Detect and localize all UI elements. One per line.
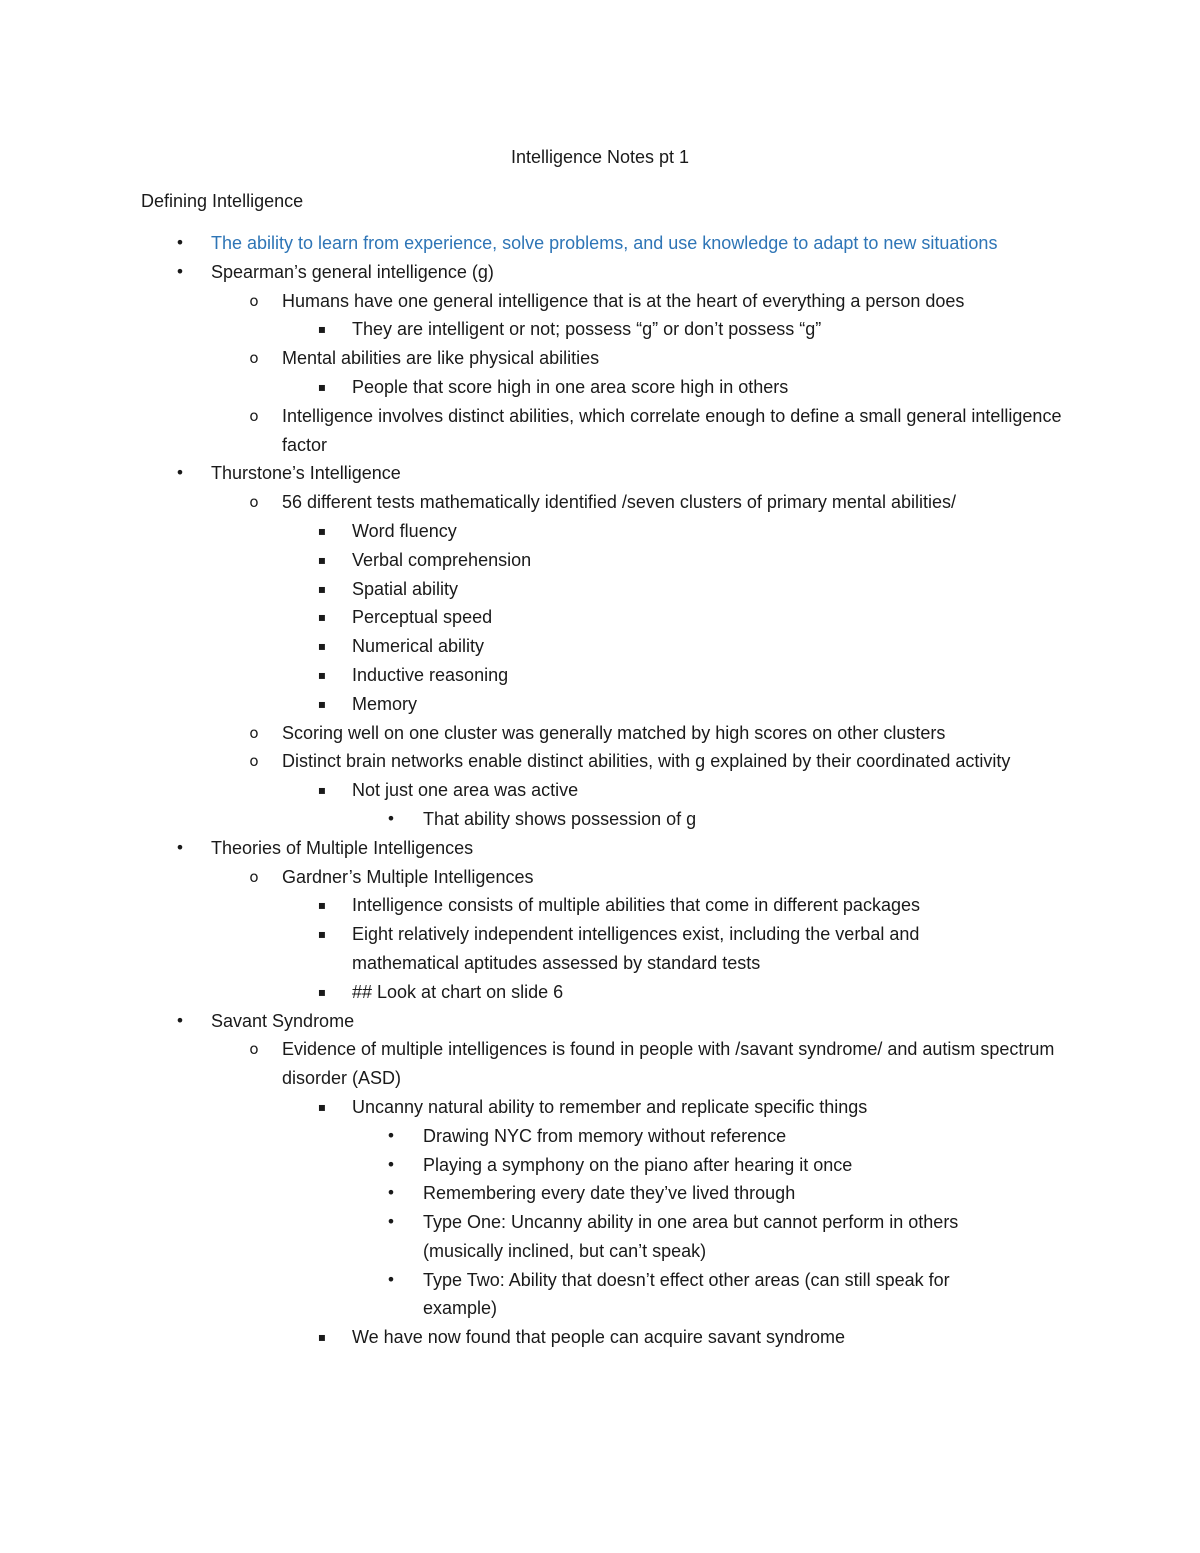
list-item [0,287,1200,316]
list-item [0,575,1200,604]
list-item [0,603,1200,632]
list-item [0,373,1200,402]
list-item [0,1122,1200,1151]
list-item [0,805,1200,834]
list-item-text: Gardner’s Multiple Intelligences [282,866,534,887]
bullet-marker-icon: • [175,261,185,281]
list-item [0,1035,1200,1093]
list-item-text: We have now found that people can acquire savant syndrome [352,1327,845,1348]
list-item-text: Memory [352,693,418,714]
list-item-text: Spearman’s general intelligence (g) [211,261,494,282]
list-item-text: Word fluency [352,520,457,541]
list-item [0,690,1200,719]
list-item-text: Theories of Multiple Intelligences [211,837,474,858]
list-item-text: Numerical ability [352,636,485,657]
bullet-marker-icon: ▪ [317,639,327,654]
list-item [0,488,1200,517]
list-item-text: People that score high in one area score high in others [352,376,789,397]
list-item-text: Inductive reasoning [352,664,509,685]
list-item-text: Type One: Uncanny ability in one area but cannot perform in others (musically inclined, but can’t speak) [423,1212,959,1261]
document-title: Intelligence Notes pt 1 [510,147,690,167]
bullet-marker-icon: • [175,837,185,857]
bullet-marker-icon: ▪ [317,379,327,394]
bullet-marker-icon: ▪ [317,984,327,999]
bullet-marker-icon: ▪ [317,610,327,625]
bullet-marker-icon: ▪ [317,523,327,538]
list-item-text: Type Two: Ability that doesn’t effect other areas (can still speak for example) [423,1269,950,1319]
bullet-marker-icon: ▪ [317,927,327,942]
list-item-text: Eight relatively independent intelligences exist, including the verbal and mathematical aptitudes assessed by standard tests [352,924,920,973]
list-item [0,863,1200,892]
list-item-text: They are intelligent or not; possess “g” or don’t possess “g” [352,319,822,340]
bullet-marker-icon: • [175,463,185,483]
bullet-marker-icon: ▪ [317,322,327,337]
list-item [0,517,1200,546]
list-item [0,1179,1200,1208]
list-item [0,1007,1200,1036]
bullet-marker-icon: ▪ [317,696,327,711]
list-item [0,315,1200,344]
section-heading: Defining Intelligence [141,191,304,211]
list-item-text: Intelligence consists of multiple abilities that come in different packages [352,895,920,916]
list-item [0,776,1200,805]
bullet-marker-icon: • [175,233,185,252]
bullet-outline [0,229,1200,1352]
list-item [0,258,1200,287]
bullet-marker-icon: • [386,1269,396,1289]
list-item [0,1208,1200,1266]
bullet-marker-icon: ▪ [317,552,327,567]
list-item [0,719,1200,748]
list-item [0,229,1200,258]
list-item-text: Evidence of multiple intelligences is found in people with /savant syndrome/ and autism spectrum disorder (ASD) [282,1039,1055,1089]
list-item-text: 56 different tests mathematically identified /seven clusters of primary mental abilities/ [282,492,956,513]
list-item-text: Remembering every date they’ve lived through [423,1183,796,1204]
list-item-text: Perceptual speed [352,607,493,628]
list-item-text: Scoring well on one cluster was generally matched by high scores on other clusters [282,722,946,743]
bullet-marker-icon: o [249,493,259,512]
bullet-marker-icon: • [175,1010,185,1030]
bullet-marker-icon: o [249,1040,259,1059]
bullet-marker-icon: ▪ [317,783,327,798]
list-item-text: The ability to learn from experience, solve problems, and use knowledge to adapt to new situations [211,233,998,253]
list-item [0,1093,1200,1122]
list-item-text: Playing a symphony on the piano after hearing it once [423,1154,853,1175]
bullet-marker-icon: o [249,291,259,310]
list-item [0,459,1200,488]
bullet-marker-icon: • [386,1183,396,1203]
list-item [0,402,1200,460]
bullet-marker-icon: • [386,1212,396,1232]
list-item-text: Verbal comprehension [352,549,532,570]
list-item [0,632,1200,661]
bullet-marker-icon: ▪ [317,581,327,596]
bullet-marker-icon: ▪ [317,1330,327,1345]
list-item [0,1323,1200,1352]
list-item-text: ## Look at chart on slide 6 [352,981,564,1002]
list-item-text: Savant Syndrome [211,1010,355,1031]
list-item [0,891,1200,920]
list-item-text: Spatial ability [352,578,459,599]
bullet-marker-icon: ▪ [317,1099,327,1114]
list-item [0,344,1200,373]
list-item-text: Drawing NYC from memory without reference [423,1125,787,1146]
list-item [0,1151,1200,1180]
bullet-marker-icon: o [249,723,259,742]
list-item [0,920,1200,978]
bullet-marker-icon: o [249,349,259,368]
list-item-text: Not just one area was active [352,780,579,801]
bullet-marker-icon: ▪ [317,898,327,913]
bullet-marker-icon: ▪ [317,667,327,682]
list-item-text: Mental abilities are like physical abilities [282,348,600,369]
bullet-marker-icon: • [386,1154,396,1174]
list-item-text: Distinct brain networks enable distinct abilities, with g explained by their coordinated activity [282,751,1011,772]
list-item [0,661,1200,690]
list-item-text: That ability shows possession of g [423,808,697,829]
list-item-text: Intelligence involves distinct abilities, which correlate enough to define a small general intelligence factor [282,405,1062,455]
bullet-marker-icon: • [386,1125,396,1145]
bullet-marker-icon: • [386,808,396,828]
list-item-text: Uncanny natural ability to remember and replicate specific things [352,1096,868,1117]
bullet-marker-icon: o [249,867,259,886]
list-item [0,834,1200,863]
bullet-marker-icon: o [249,406,259,425]
list-item [0,978,1200,1007]
list-item [0,747,1200,776]
list-item [0,546,1200,575]
bullet-marker-icon: o [249,752,259,771]
list-item-text: Humans have one general intelligence that is at the heart of everything a person does [282,290,965,311]
list-item [0,1266,1200,1324]
list-item-text: Thurstone’s Intelligence [211,463,401,484]
